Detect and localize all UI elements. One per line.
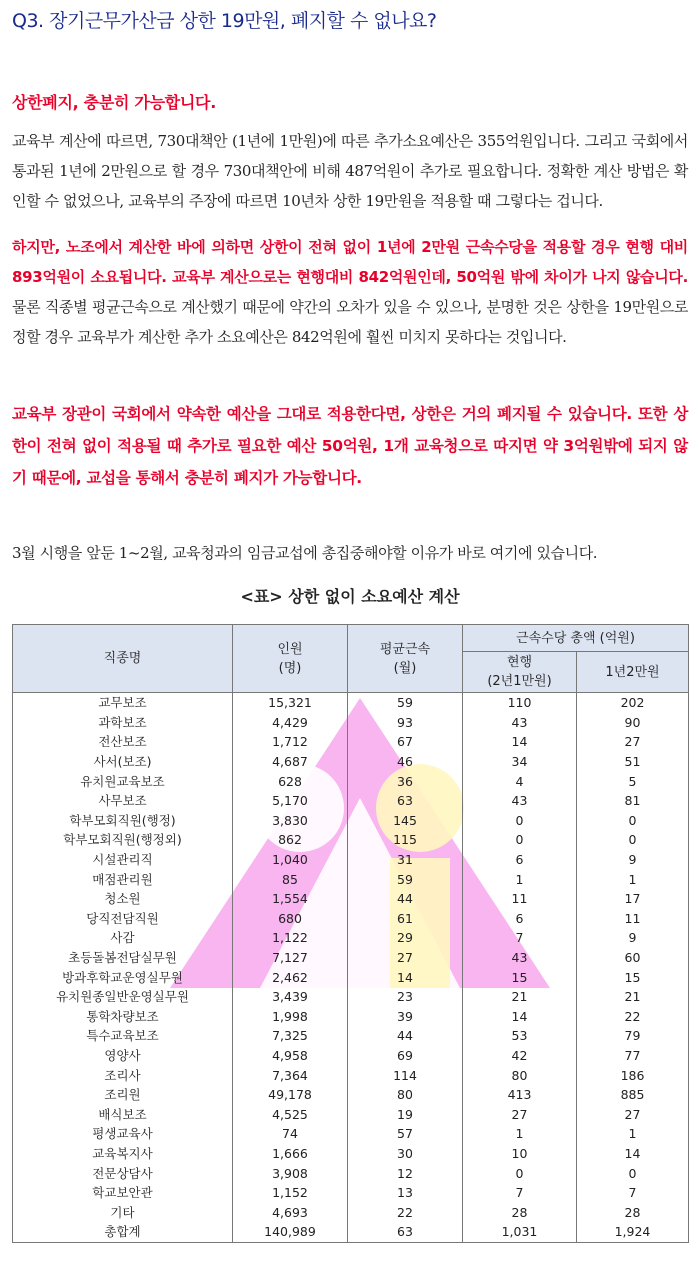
cell-job: 사감	[13, 928, 233, 948]
cell-job: 사서(보조)	[13, 752, 233, 772]
table-row	[13, 967, 689, 987]
cell-job: 교무보조	[13, 693, 233, 713]
table-row	[13, 732, 689, 752]
cell-tenure: 59	[348, 693, 463, 713]
cell-staff: 4,693	[233, 1202, 348, 1222]
table-row	[13, 850, 689, 870]
header-current-unit: (2년1만원)	[487, 674, 552, 689]
cell-proposed: 22	[577, 1007, 689, 1027]
cell-proposed: 27	[577, 732, 689, 752]
cell-proposed: 14	[577, 1144, 689, 1164]
question-title: Q3. 장기근무가산금 상한 19만원, 폐지할 수 없나요?	[12, 10, 437, 32]
cell-tenure: 114	[348, 1065, 463, 1085]
cell-job: 방과후학교운영실무원	[13, 967, 233, 987]
cell-tenure: 57	[348, 1124, 463, 1144]
cell-tenure: 29	[348, 928, 463, 948]
cell-tenure: 80	[348, 1085, 463, 1105]
cell-staff: 3,830	[233, 811, 348, 831]
cell-current: 27	[463, 1104, 577, 1124]
cell-job: 배식보조	[13, 1104, 233, 1124]
cell-current: 6	[463, 850, 577, 870]
cell-proposed: 9	[577, 928, 689, 948]
cell-current: 6	[463, 909, 577, 929]
header-current	[463, 652, 577, 693]
cell-staff: 7,127	[233, 948, 348, 968]
cell-tenure: 63	[348, 791, 463, 811]
header-job: 직종명	[13, 625, 233, 693]
table-row	[13, 987, 689, 1007]
cell-tenure: 14	[348, 967, 463, 987]
cell-tenure: 67	[348, 732, 463, 752]
cell-proposed: 5	[577, 771, 689, 791]
cell-staff: 5,170	[233, 791, 348, 811]
table-row	[13, 889, 689, 909]
table-row	[13, 713, 689, 733]
header-proposed: 1년2만원	[577, 652, 689, 693]
cell-proposed: 77	[577, 1046, 689, 1066]
cell-current: 53	[463, 1026, 577, 1046]
cell-tenure: 36	[348, 771, 463, 791]
table-row	[13, 1007, 689, 1027]
cell-job: 조리원	[13, 1085, 233, 1105]
table-row	[13, 1085, 689, 1105]
cell-staff: 862	[233, 830, 348, 850]
cell-proposed: 79	[577, 1026, 689, 1046]
budget-table-container	[12, 624, 688, 1243]
cell-proposed: 186	[577, 1065, 689, 1085]
cell-current: 43	[463, 713, 577, 733]
cell-proposed: 28	[577, 1202, 689, 1222]
cell-tenure: 22	[348, 1202, 463, 1222]
cell-job: 학부모회직원(행정)	[13, 811, 233, 831]
paragraph-union-calculation	[12, 232, 688, 352]
cell-current: 0	[463, 1163, 577, 1183]
budget-table	[12, 624, 689, 1243]
cell-current: 43	[463, 948, 577, 968]
table-row	[13, 1183, 689, 1203]
cell-staff: 4,687	[233, 752, 348, 772]
cell-tenure: 59	[348, 869, 463, 889]
union-calculation-emphasis: 하지만, 노조에서 계산한 바에 의하면 상한이 전혀 없이 1년에 2만원 근속수당을 적용할 경우 현행 대비 893억원이 소요됩니다. 교육부 계산으로는 현행대비 842억원인데, 50억원 밖에 차이가 나지 않습니다.	[12, 238, 688, 286]
cell-staff: 2,462	[233, 967, 348, 987]
table-row	[13, 811, 689, 831]
table-row	[13, 909, 689, 929]
cell-job: 전산보조	[13, 732, 233, 752]
cell-current: 1,031	[463, 1222, 577, 1242]
cell-current: 21	[463, 987, 577, 1007]
cell-proposed: 7	[577, 1183, 689, 1203]
cell-proposed: 0	[577, 830, 689, 850]
cell-tenure: 13	[348, 1183, 463, 1203]
cell-current: 7	[463, 928, 577, 948]
cell-staff: 7,325	[233, 1026, 348, 1046]
cell-tenure: 23	[348, 987, 463, 1007]
header-staff-unit: (명)	[278, 660, 302, 676]
cell-proposed: 90	[577, 713, 689, 733]
cell-current: 28	[463, 1202, 577, 1222]
cell-proposed: 1,924	[577, 1222, 689, 1242]
cell-job: 과학보조	[13, 713, 233, 733]
cell-job: 특수교육보조	[13, 1026, 233, 1046]
table-row	[13, 830, 689, 850]
cell-staff: 1,122	[233, 928, 348, 948]
table-header-row	[13, 625, 689, 652]
table-row	[13, 928, 689, 948]
table-row	[13, 1046, 689, 1066]
cell-staff: 4,525	[233, 1104, 348, 1124]
paragraph-abolition-possible: 교육부 장관이 국회에서 약속한 예산을 그대로 적용한다면, 상한은 거의 폐지될 수 있습니다. 또한 상한이 전혀 없이 적용될 때 추가로 필요한 예산 50억원, 1개 교육청으로 따지면 약 3억원밖에 되지 않기 때문에, 교섭을 통해서 충분히 폐지가 가능합니다.	[12, 405, 688, 487]
cell-current: 4	[463, 771, 577, 791]
table-body	[13, 693, 689, 1243]
cell-current: 110	[463, 693, 577, 713]
table-row	[13, 948, 689, 968]
cell-proposed: 21	[577, 987, 689, 1007]
paragraph-budget-calculation: 교육부 계산에 따르면, 730대책안 (1년에 1만원)에 따른 추가소요예산은 355억원입니다. 그리고 국회에서 통과된 1년에 2만원으로 할 경우 730대책안에 비해 487억원이 추가로 필요합니다. 정확한 계산 방법은 확인할 수 없었으나, 교육부의 주장에 따르면 10년차 상한 19만원을 적용할 때 그렇다는 겁니다.	[12, 132, 688, 210]
header-total: 근속수당 총액 (억원)	[463, 625, 689, 652]
cell-current: 1	[463, 1124, 577, 1144]
cell-tenure: 63	[348, 1222, 463, 1242]
cell-proposed: 885	[577, 1085, 689, 1105]
cell-current: 43	[463, 791, 577, 811]
cell-job: 총합계	[13, 1222, 233, 1242]
header-staff-label: 인원	[277, 641, 303, 657]
cell-tenure: 39	[348, 1007, 463, 1027]
cell-staff: 140,989	[233, 1222, 348, 1242]
table-row	[13, 1026, 689, 1046]
table-row	[13, 1104, 689, 1124]
cell-tenure: 30	[348, 1144, 463, 1164]
cell-proposed: 11	[577, 909, 689, 929]
cell-staff: 7,364	[233, 1065, 348, 1085]
cell-staff: 1,554	[233, 889, 348, 909]
header-tenure-label: 평균근속	[379, 641, 431, 657]
table-title: <표> 상한 없이 소요예산 계산	[240, 587, 460, 606]
cell-proposed: 0	[577, 811, 689, 831]
cell-staff: 1,152	[233, 1183, 348, 1203]
cell-proposed: 51	[577, 752, 689, 772]
cell-tenure: 69	[348, 1046, 463, 1066]
cell-current: 0	[463, 830, 577, 850]
cell-current: 42	[463, 1046, 577, 1066]
header-tenure-unit: (월)	[393, 660, 417, 676]
cell-current: 80	[463, 1065, 577, 1085]
cell-proposed: 0	[577, 1163, 689, 1183]
cell-tenure: 12	[348, 1163, 463, 1183]
cell-staff: 4,958	[233, 1046, 348, 1066]
cell-job: 교육복지사	[13, 1144, 233, 1164]
cell-tenure: 145	[348, 811, 463, 831]
header-tenure	[348, 625, 463, 693]
cell-job: 영양사	[13, 1046, 233, 1066]
cell-current: 14	[463, 732, 577, 752]
cell-proposed: 15	[577, 967, 689, 987]
cell-job: 통학차량보조	[13, 1007, 233, 1027]
cell-staff: 3,439	[233, 987, 348, 1007]
cell-job: 매점관리원	[13, 869, 233, 889]
header-current-label: 현행	[506, 655, 533, 670]
cell-staff: 49,178	[233, 1085, 348, 1105]
cell-current: 14	[463, 1007, 577, 1027]
cell-job: 유치원교육보조	[13, 771, 233, 791]
cell-proposed: 9	[577, 850, 689, 870]
cell-current: 10	[463, 1144, 577, 1164]
cell-tenure: 44	[348, 1026, 463, 1046]
cell-job: 당직전담직원	[13, 909, 233, 929]
cell-job: 초등돌봄전담실무원	[13, 948, 233, 968]
cell-job: 시설관리직	[13, 850, 233, 870]
cell-job: 학부모회직원(행정외)	[13, 830, 233, 850]
cell-tenure: 93	[348, 713, 463, 733]
cell-job: 전문상담사	[13, 1163, 233, 1183]
cell-job: 유치원종일반운영실무원	[13, 987, 233, 1007]
cell-tenure: 61	[348, 909, 463, 929]
table-row	[13, 1163, 689, 1183]
table-row	[13, 1144, 689, 1164]
cell-current: 34	[463, 752, 577, 772]
cell-staff: 85	[233, 869, 348, 889]
cell-current: 1	[463, 869, 577, 889]
cell-current: 7	[463, 1183, 577, 1203]
cell-tenure: 115	[348, 830, 463, 850]
cell-staff: 680	[233, 909, 348, 929]
cell-current: 15	[463, 967, 577, 987]
cell-staff: 4,429	[233, 713, 348, 733]
paragraph-conclusion: 3월 시행을 앞둔 1~2월, 교육청과의 임금교섭에 총집중해야할 이유가 바로 여기에 있습니다.	[12, 544, 598, 562]
table-row	[13, 1124, 689, 1144]
cell-job: 조리사	[13, 1065, 233, 1085]
cell-current: 11	[463, 889, 577, 909]
cell-current: 0	[463, 811, 577, 831]
cell-tenure: 31	[348, 850, 463, 870]
cell-staff: 1,998	[233, 1007, 348, 1027]
cell-proposed: 1	[577, 869, 689, 889]
cell-tenure: 19	[348, 1104, 463, 1124]
cell-staff: 628	[233, 771, 348, 791]
table-row	[13, 869, 689, 889]
cell-job: 사무보조	[13, 791, 233, 811]
cell-job: 평생교육사	[13, 1124, 233, 1144]
cell-job: 기타	[13, 1202, 233, 1222]
table-row	[13, 752, 689, 772]
table-row	[13, 771, 689, 791]
cell-tenure: 46	[348, 752, 463, 772]
cell-proposed: 81	[577, 791, 689, 811]
cell-tenure: 44	[348, 889, 463, 909]
cell-current: 413	[463, 1085, 577, 1105]
cell-job: 청소원	[13, 889, 233, 909]
cell-job: 학교보안관	[13, 1183, 233, 1203]
cell-staff: 1,040	[233, 850, 348, 870]
table-row	[13, 791, 689, 811]
table-row	[13, 1222, 689, 1242]
header-staff	[233, 625, 348, 693]
cell-tenure: 27	[348, 948, 463, 968]
table-row	[13, 1202, 689, 1222]
union-calculation-note: 물론 직종별 평균근속으로 계산했기 때문에 약간의 오차가 있을 수 있으나, 분명한 것은 상한을 19만원으로 정할 경우 교육부가 계산한 추가 소요예산은 842억원에 훨씬 미치지 못하다는 것입니다.	[12, 298, 688, 346]
cell-staff: 15,321	[233, 693, 348, 713]
cell-staff: 74	[233, 1124, 348, 1144]
table-row	[13, 693, 689, 713]
answer-heading: 상한폐지, 충분히 가능합니다.	[12, 93, 216, 112]
cell-staff: 1,712	[233, 732, 348, 752]
cell-proposed: 17	[577, 889, 689, 909]
cell-proposed: 1	[577, 1124, 689, 1144]
cell-staff: 1,666	[233, 1144, 348, 1164]
cell-proposed: 27	[577, 1104, 689, 1124]
cell-staff: 3,908	[233, 1163, 348, 1183]
cell-proposed: 202	[577, 693, 689, 713]
cell-proposed: 60	[577, 948, 689, 968]
table-row	[13, 1065, 689, 1085]
